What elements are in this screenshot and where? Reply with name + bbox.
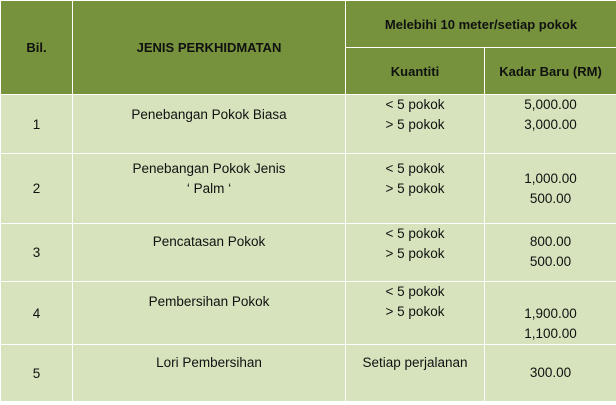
service-name [73, 282, 346, 345]
rate-line: 1,000.00 [524, 171, 577, 186]
quantity-cell [346, 95, 485, 154]
quantity-line: > 5 pokok [385, 304, 445, 319]
service-name-line: Lori Pembersihan [156, 355, 262, 370]
table-row [1, 95, 616, 154]
rate-cell [485, 224, 616, 282]
row-number: 5 [1, 345, 73, 402]
rate-cell [485, 95, 616, 154]
quantity-cell [346, 282, 485, 345]
quantity-cell [346, 224, 485, 282]
service-name-line: Penebangan Pokok Jenis [132, 161, 286, 176]
service-name [73, 154, 346, 224]
rate-cell [485, 154, 616, 224]
service-name [73, 224, 346, 282]
row-number: 1 [1, 95, 73, 154]
rate-line: 1,900.00 [524, 306, 577, 321]
quantity-cell [346, 154, 485, 224]
quantity-line: < 5 pokok [385, 284, 445, 299]
quantity-line: Setiap perjalanan [362, 355, 468, 370]
rate-cell [485, 345, 616, 402]
row-number: 3 [1, 224, 73, 282]
header-bil: Bil. [1, 1, 73, 95]
rate-line: 800.00 [529, 234, 572, 249]
rate-line: 300.00 [529, 365, 572, 380]
table-row [1, 345, 616, 402]
rate-line: 1,100.00 [524, 326, 577, 341]
row-number: 2 [1, 154, 73, 224]
table-row [1, 154, 616, 224]
row-number: 4 [1, 282, 73, 345]
quantity-line: < 5 pokok [385, 97, 445, 112]
quantity-cell [346, 345, 485, 402]
rate-line: 500.00 [529, 191, 572, 206]
header-jenis-perkhidmatan: JENIS PERKHIDMATAN [73, 1, 346, 95]
header-kuantiti: Kuantiti [346, 48, 485, 95]
service-name-line: Penebangan Pokok Biasa [131, 107, 287, 122]
header-kadar-baru: Kadar Baru (RM) [485, 48, 616, 95]
rate-line: 3,000.00 [524, 117, 577, 132]
table-row [1, 224, 616, 282]
quantity-line: < 5 pokok [385, 161, 445, 176]
quantity-line: > 5 pokok [385, 246, 445, 261]
service-name-line: ‘ Palm ‘ [186, 181, 232, 196]
service-name [73, 345, 346, 402]
quantity-line: > 5 pokok [385, 181, 445, 196]
quantity-line: > 5 pokok [385, 117, 445, 132]
quantity-line: < 5 pokok [385, 226, 445, 241]
header-group-melebihi: Melebihi 10 meter/setiap pokok [346, 1, 616, 48]
rate-line: 500.00 [529, 254, 572, 269]
rate-line: 5,000.00 [524, 97, 577, 112]
rate-cell [485, 282, 616, 345]
table-row [1, 282, 616, 345]
service-name-line: Pembersihan Pokok [148, 294, 270, 309]
service-name-line: Pencatasan Pokok [152, 234, 266, 249]
service-name [73, 95, 346, 154]
